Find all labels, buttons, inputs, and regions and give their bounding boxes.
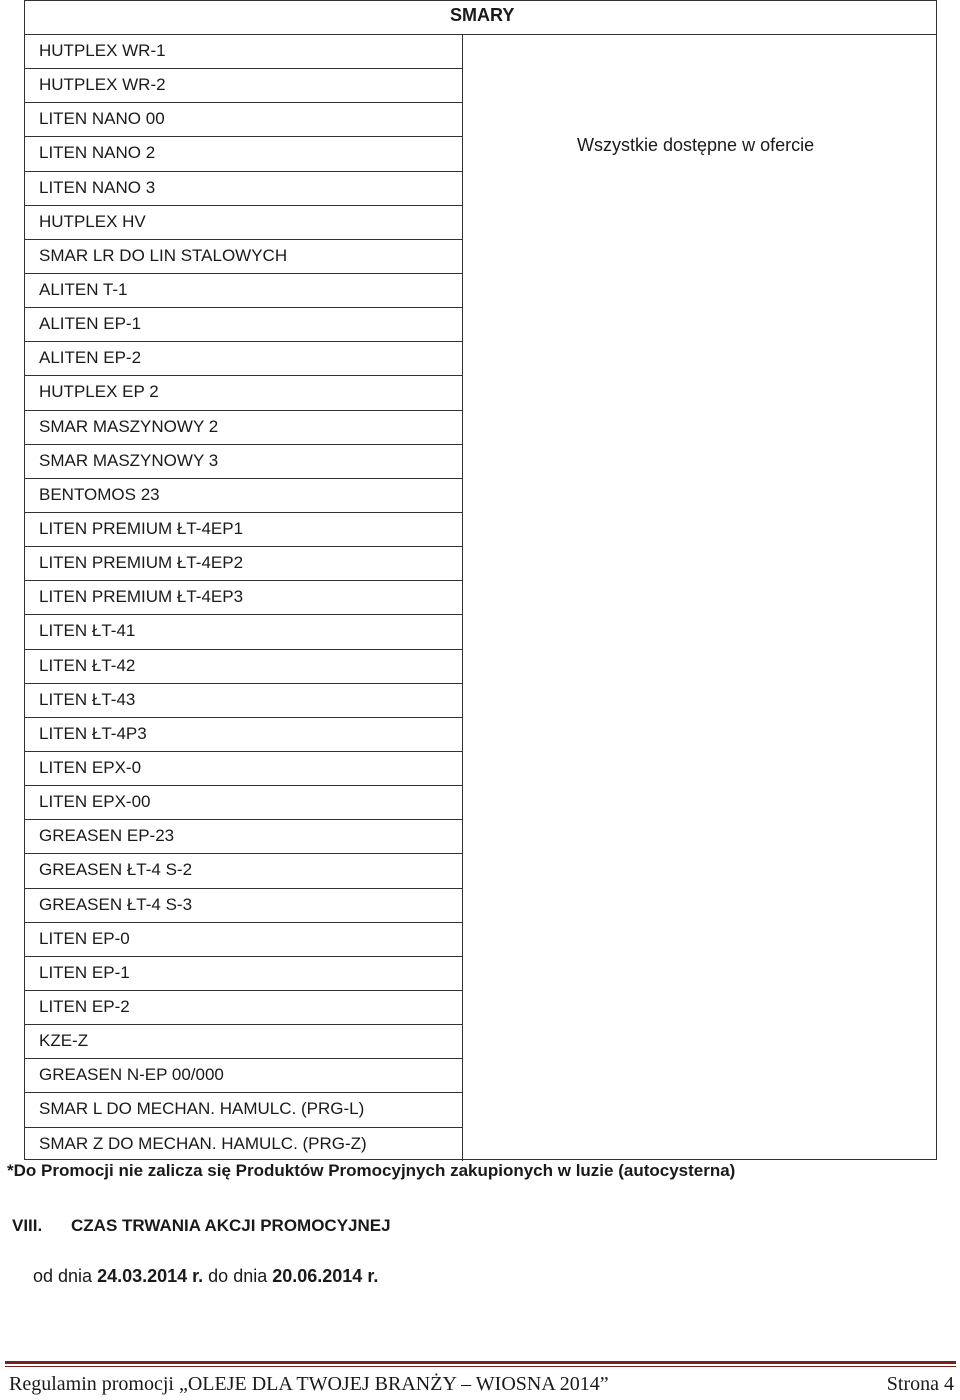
product-row: BENTOMOS 23 bbox=[25, 479, 462, 513]
product-row: HUTPLEX WR-2 bbox=[25, 69, 462, 103]
column-divider bbox=[462, 35, 463, 1161]
product-row: LITEN PREMIUM ŁT-4EP1 bbox=[25, 513, 462, 547]
product-row: LITEN EPX-00 bbox=[25, 786, 462, 820]
product-row: GREASEN ŁT-4 S-2 bbox=[25, 854, 462, 888]
date-start: 24.03.2014 r. bbox=[97, 1266, 204, 1286]
product-row: LITEN ŁT-42 bbox=[25, 650, 462, 684]
product-row: LITEN PREMIUM ŁT-4EP3 bbox=[25, 581, 462, 615]
product-row: LITEN PREMIUM ŁT-4EP2 bbox=[25, 547, 462, 581]
product-row: SMAR Z DO MECHAN. HAMULC. (PRG-Z) bbox=[39, 1133, 367, 1153]
footer-rule-thin bbox=[5, 1366, 956, 1367]
promotion-dates bbox=[33, 1266, 378, 1287]
footer-title: Regulamin promocji „OLEJE DLA TWOJEJ BRANŻY – WIOSNA 2014” bbox=[9, 1373, 609, 1395]
product-row: LITEN ŁT-43 bbox=[25, 684, 462, 718]
product-row: LITEN NANO 2 bbox=[25, 137, 462, 171]
product-row: SMAR L DO MECHAN. HAMULC. (PRG-L) bbox=[25, 1093, 462, 1127]
product-row: GREASEN ŁT-4 S-3 bbox=[25, 889, 462, 923]
product-row: LITEN ŁT-41 bbox=[25, 615, 462, 649]
product-row: HUTPLEX HV bbox=[25, 206, 462, 240]
page-number: Strona 4 bbox=[886, 1373, 954, 1395]
table-header bbox=[25, 1, 936, 35]
product-row: LITEN NANO 3 bbox=[25, 172, 462, 206]
table-header-title: SMARY bbox=[450, 5, 515, 25]
product-row: ALITEN T-1 bbox=[25, 274, 462, 308]
product-row: LITEN EP-0 bbox=[25, 923, 462, 957]
product-row: GREASEN N-EP 00/000 bbox=[25, 1059, 462, 1093]
date-end: 20.06.2014 r. bbox=[272, 1266, 379, 1286]
product-row: SMAR MASZYNOWY 2 bbox=[25, 411, 462, 445]
availability-note: Wszystkie dostępne w ofercie bbox=[577, 135, 815, 155]
product-row: KZE-Z bbox=[25, 1025, 462, 1059]
product-row: LITEN EP-2 bbox=[25, 991, 462, 1025]
product-row: ALITEN EP-2 bbox=[25, 342, 462, 376]
date-middle: do dnia bbox=[203, 1266, 273, 1286]
product-row: LITEN ŁT-4P3 bbox=[25, 718, 462, 752]
footnote: *Do Promocji nie zalicza się Produktów Promocyjnych zakupionych w luzie (autocysterna) bbox=[7, 1161, 736, 1180]
section-title: CZAS TRWANIA AKCJI PROMOCYJNEJ bbox=[71, 1216, 391, 1235]
section-number: VIII. bbox=[12, 1216, 43, 1235]
product-row: SMAR MASZYNOWY 3 bbox=[25, 445, 462, 479]
product-list bbox=[25, 35, 462, 1162]
product-row: SMAR LR DO LIN STALOWYCH bbox=[25, 240, 462, 274]
footer-rule bbox=[5, 1361, 956, 1364]
product-row: LITEN NANO 00 bbox=[25, 103, 462, 137]
product-row: LITEN EPX-0 bbox=[25, 752, 462, 786]
product-row: ALITEN EP-1 bbox=[25, 308, 462, 342]
product-row: GREASEN EP-23 bbox=[25, 820, 462, 854]
product-row: LITEN EP-1 bbox=[25, 957, 462, 991]
date-prefix: od dnia bbox=[33, 1266, 98, 1286]
product-row: HUTPLEX EP 2 bbox=[25, 376, 462, 410]
product-row: HUTPLEX WR-1 bbox=[25, 35, 462, 69]
product-table bbox=[24, 0, 937, 1160]
